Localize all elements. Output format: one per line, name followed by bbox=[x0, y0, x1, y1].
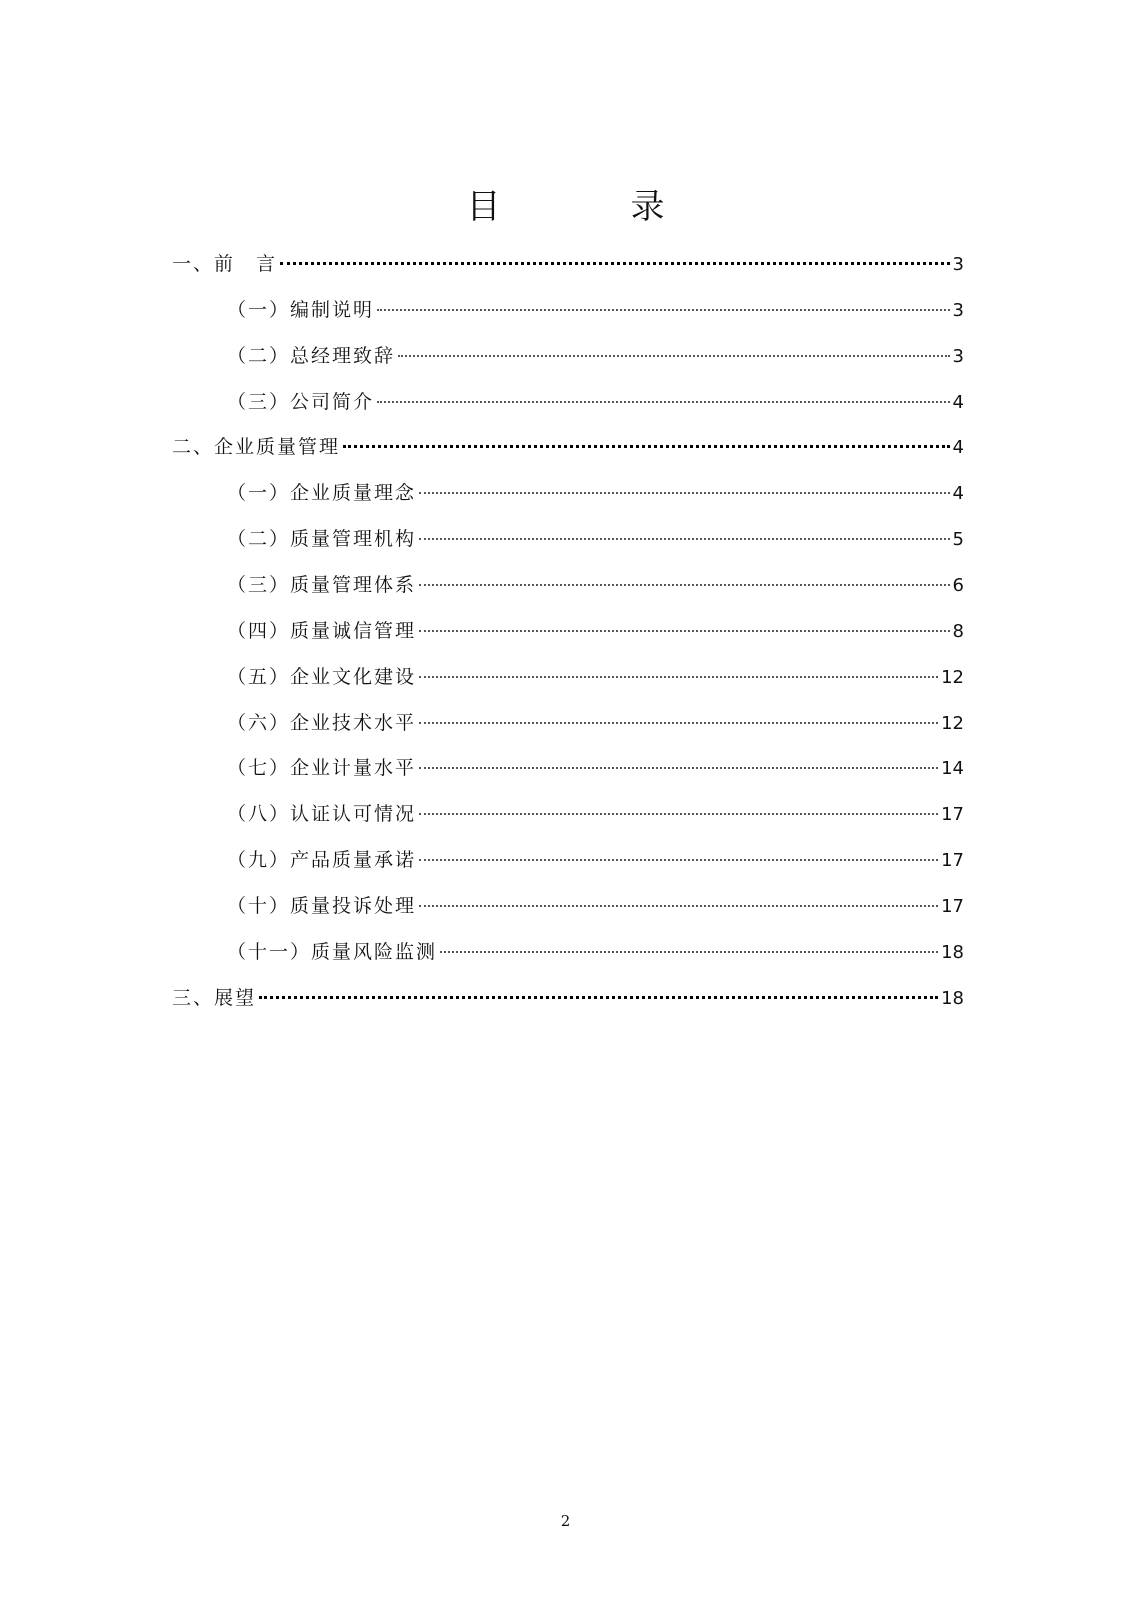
toc-entry-page: 3 bbox=[952, 300, 964, 321]
toc-entry-page: 8 bbox=[952, 621, 964, 642]
toc-leader-dots bbox=[419, 722, 938, 724]
toc-entry-page: 5 bbox=[952, 529, 964, 550]
toc-entry-page: 17 bbox=[941, 896, 964, 917]
toc-entry-label: （十）质量投诉处理 bbox=[227, 895, 417, 917]
toc-entry-label: 一、前 言 bbox=[172, 253, 278, 275]
toc-entry-page: 18 bbox=[941, 988, 964, 1009]
toc-entry-page: 12 bbox=[941, 667, 964, 688]
toc-leader-dots bbox=[343, 445, 950, 448]
toc-leader-dots bbox=[259, 996, 938, 999]
toc-entry-page: 17 bbox=[941, 850, 964, 871]
toc-entry-label: （一）编制说明 bbox=[227, 299, 375, 321]
toc-entry-label: （三）质量管理体系 bbox=[227, 574, 417, 596]
toc-leader-dots bbox=[398, 355, 950, 357]
toc-entry-label: （十一）质量风险监测 bbox=[227, 941, 438, 963]
toc-entry[interactable] bbox=[227, 754, 964, 782]
toc-entry[interactable] bbox=[227, 388, 964, 416]
toc-leader-dots bbox=[377, 309, 950, 311]
toc-entry-label: （四）质量诚信管理 bbox=[227, 620, 417, 642]
page-title: 目 录 bbox=[466, 187, 713, 227]
toc-entry-label: 二、企业质量管理 bbox=[172, 436, 341, 458]
toc-leader-dots bbox=[419, 859, 938, 861]
toc-entry[interactable] bbox=[227, 709, 964, 737]
toc-entry[interactable] bbox=[227, 342, 964, 370]
toc-entry-label: （三）公司简介 bbox=[227, 391, 375, 413]
toc-leader-dots bbox=[377, 401, 950, 403]
toc-entry[interactable] bbox=[227, 571, 964, 599]
toc-entry-page: 3 bbox=[952, 346, 964, 367]
toc-entry-page: 12 bbox=[941, 713, 964, 734]
toc-entry-label: （八）认证认可情况 bbox=[227, 803, 417, 825]
toc-leader-dots bbox=[419, 492, 950, 494]
toc-entry-page: 17 bbox=[941, 804, 964, 825]
toc-entry-page: 6 bbox=[952, 575, 964, 596]
toc-leader-dots bbox=[280, 262, 950, 265]
toc-entry[interactable] bbox=[227, 296, 964, 324]
toc-entry[interactable] bbox=[172, 250, 964, 278]
toc-entry[interactable] bbox=[227, 525, 964, 553]
toc-leader-dots bbox=[419, 538, 950, 540]
toc-entry-label: （二）质量管理机构 bbox=[227, 528, 417, 550]
toc-entry[interactable] bbox=[227, 846, 964, 874]
toc-entry-page: 14 bbox=[941, 758, 964, 779]
toc-leader-dots bbox=[419, 767, 938, 769]
toc-entry[interactable] bbox=[227, 617, 964, 645]
toc-entry-page: 18 bbox=[941, 942, 964, 963]
toc-entry-label: （七）企业计量水平 bbox=[227, 757, 417, 779]
toc-entry-label: 三、展望 bbox=[172, 987, 257, 1009]
toc-leader-dots bbox=[419, 630, 950, 632]
toc-entry-page: 3 bbox=[952, 254, 964, 275]
toc-entry[interactable] bbox=[227, 938, 964, 966]
toc-entry[interactable] bbox=[172, 433, 964, 461]
footer-page-number: 2 bbox=[560, 1512, 571, 1530]
toc-entry-page: 4 bbox=[952, 483, 964, 504]
toc-leader-dots bbox=[419, 584, 950, 586]
toc-entry-label: （一）企业质量理念 bbox=[227, 482, 417, 504]
toc-entry-page: 4 bbox=[952, 392, 964, 413]
toc-entry-label: （五）企业文化建设 bbox=[227, 666, 417, 688]
toc-leader-dots bbox=[419, 676, 938, 678]
toc-leader-dots bbox=[419, 813, 938, 815]
toc-entry[interactable] bbox=[172, 984, 964, 1012]
toc-entry-label: （二）总经理致辞 bbox=[227, 345, 396, 367]
toc-leader-dots bbox=[419, 905, 938, 907]
toc-entry-page: 4 bbox=[952, 437, 964, 458]
toc-entry[interactable] bbox=[227, 800, 964, 828]
toc-entry-label: （六）企业技术水平 bbox=[227, 712, 417, 734]
toc-entry[interactable] bbox=[227, 479, 964, 507]
toc-leader-dots bbox=[440, 951, 938, 953]
toc-entry-label: （九）产品质量承诺 bbox=[227, 849, 417, 871]
toc-entry[interactable] bbox=[227, 663, 964, 691]
toc-entry[interactable] bbox=[227, 892, 964, 920]
